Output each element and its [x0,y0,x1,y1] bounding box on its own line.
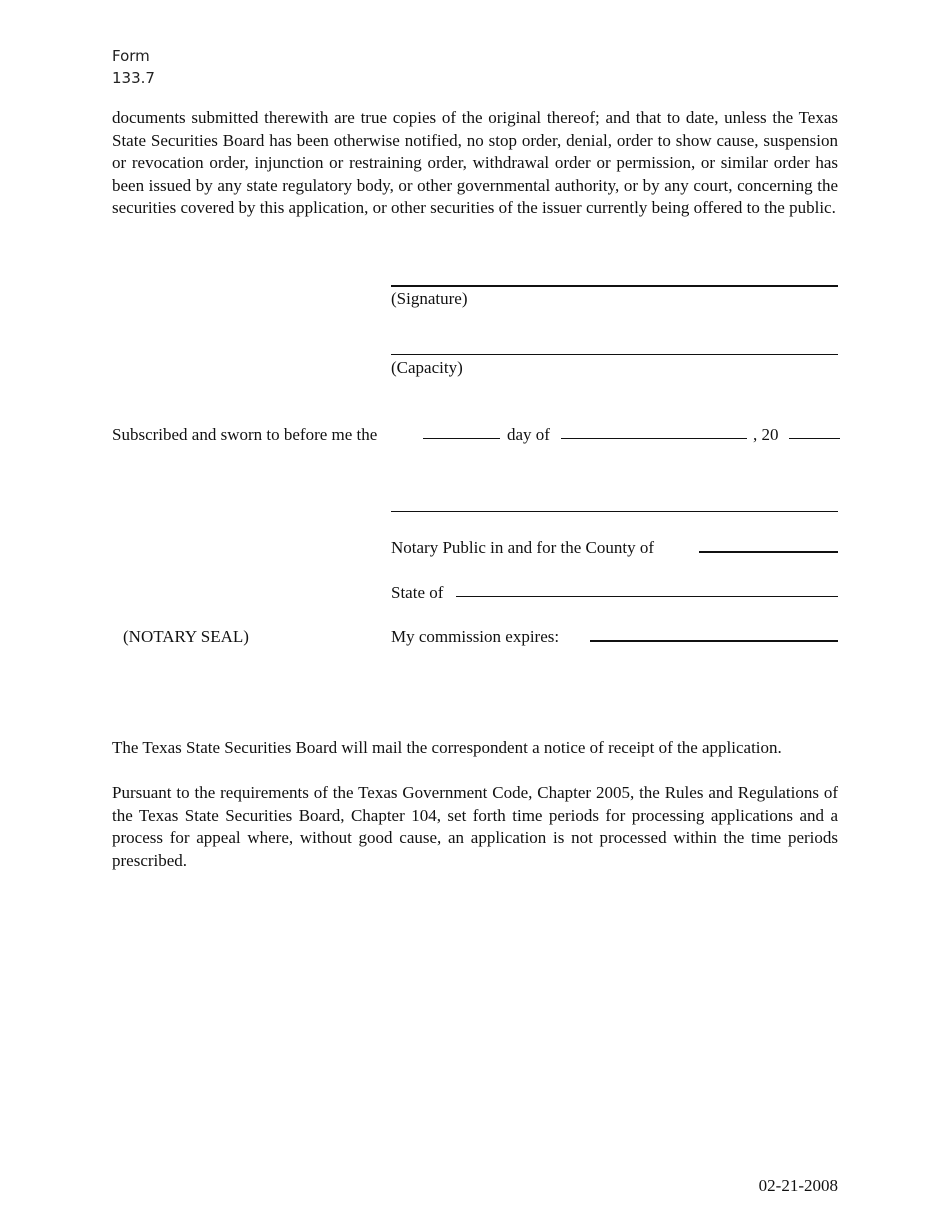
form-number: 133.7 [112,69,155,87]
signature-line[interactable] [391,285,838,287]
sworn-prefix: Subscribed and sworn to before me the [112,425,378,444]
form-label: Form [112,47,150,65]
notice-paragraph: The Texas State Securities Board will mail the correspondent a notice of receipt of the application. [112,738,782,757]
notary-state-line[interactable] [456,596,838,597]
notary-county-label: Notary Public in and for the County of [391,538,654,557]
pursuant-paragraph: Pursuant to the requirements of the Texas Government Code, Chapter 2005, the Rules and Regulations of the Texas State Securities Board, Chapter 104, set forth time periods for processing applications and a process for appeal where, without good cause, an application is not processed within the time periods prescribed. [112,783,838,870]
sworn-day-of: day of [507,425,550,444]
capacity-line[interactable] [391,354,838,355]
capacity-label: (Capacity) [391,358,463,377]
sworn-year-line[interactable] [789,438,840,439]
notary-state-label: State of [391,583,444,602]
footer-date: 02-21-2008 [758,1176,838,1195]
intro-paragraph: documents submitted therewith are true copies of the original thereof; and that to date, unless the Texas State Securities Board has been otherwise notified, no stop order, denial, order to show cause, suspension or revocation order, injunction or restraining order, withdrawal order or permission, or similar order has been issued by any state regulatory body, or other governmental authority, or by any court, concerning the securities covered by this application, or other securities of the issuer currently being offered to the public. [112,108,838,217]
sworn-year-prefix: , 20 [753,425,779,444]
sworn-month-line[interactable] [561,438,747,439]
notary-commission-label: My commission expires: [391,627,560,646]
notary-county-line[interactable] [699,551,838,553]
notary-seal-label: (NOTARY SEAL) [123,627,249,646]
form-identifier [112,45,155,89]
signature-label: (Signature) [391,289,468,308]
sworn-day-line[interactable] [423,438,500,439]
notary-signature-line[interactable] [391,511,838,512]
notary-commission-line[interactable] [590,640,838,642]
